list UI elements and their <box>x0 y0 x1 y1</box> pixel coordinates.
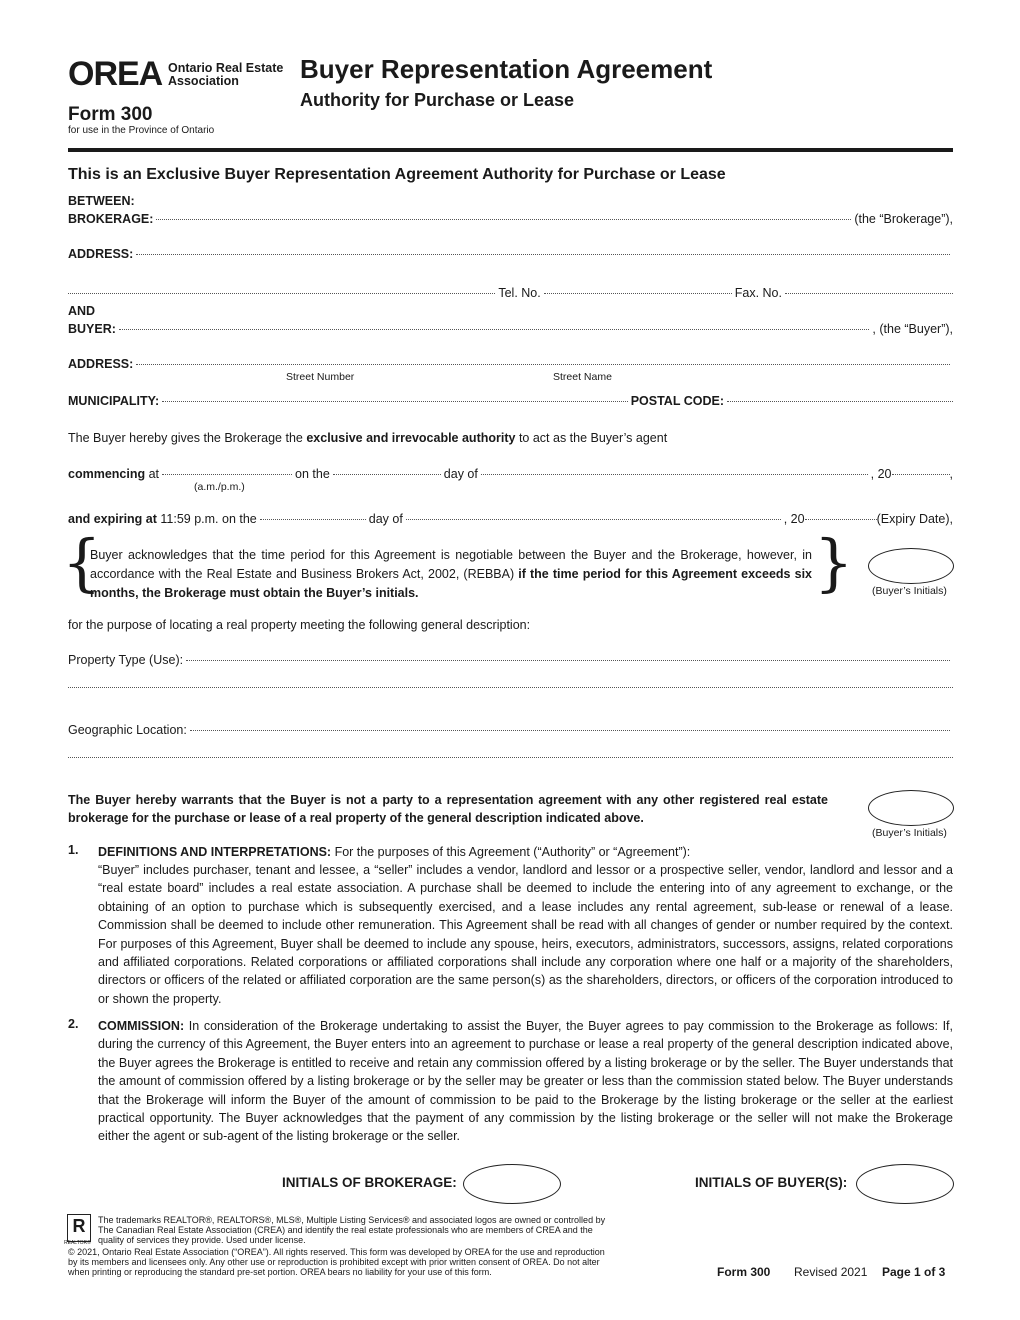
expiry-day-field[interactable] <box>260 519 366 520</box>
municipality-field[interactable] <box>162 401 628 402</box>
street-number-hint: Street Number <box>286 371 355 383</box>
section-2-text: In consideration of the Brokerage undertaking to assist the Buyer, the Buyer agrees to pay commission to the Brokerage as follows: If, during the currency of this Agreement, the Buyer enters into an agreement to purchase or lease a real property of the general description indicated above, the Buyer agrees the Brokerage is entitled to receive and retain any commission offered by a listing brokerage or by the seller. The Buyer understands that the amount of commission offered by a listing brokerage or by the seller may be greater or less than the commission stated below. The Buyer understands that the Brokerage will inform the Buyer of the amount of commission to be paid to the Brokerage by the listing brokerage or the seller at the earliest practical opportunity. The Buyer acknowledges that the payment of any commission by the listing brokerage or the seller will not make the Brokerage either the agent or sub-agent of the listing brokerage or the seller. <box>98 1019 953 1144</box>
buyer-initials-caption-2: (Buyer’s Initials) <box>872 827 947 839</box>
agreement-headline: This is an Exclusive Buyer Representation Agreement Authority for Purchase or Lease <box>68 166 726 183</box>
buyer-address-field[interactable] <box>136 364 950 365</box>
property-type-line2 <box>68 690 953 691</box>
trademark-notice <box>98 1215 605 1245</box>
buyer-field[interactable] <box>119 329 870 330</box>
commencing-time-field[interactable] <box>162 474 292 475</box>
time-period-note-bold: if the time period for this Agreement exceeds six months, the Brokerage must obtain the Buyer’s initials. <box>90 567 812 600</box>
org-name-line1: Ontario Real Estate <box>168 61 284 75</box>
time-period-note-text: Buyer acknowledges that the time period for this Agreement is negotiable between the Buyer and the Brokerage, however, in accordance with the Real Estate and Business Brokers Act, 2002, (REBBA) <box>90 548 812 581</box>
header-rule <box>68 148 953 152</box>
year-suffix: , <box>949 467 953 481</box>
copyright-line-2: by its members and licensees only. Any other use or reproduction is prohibited except with prior written consent of OREA. Do not alter <box>68 1257 600 1267</box>
trademark-line-1: The trademarks REALTOR®, REALTORS®, MLS®, Multiple Listing Services® and associated logos are owned or controlled by <box>98 1215 606 1225</box>
expiry-year-field[interactable] <box>805 519 877 520</box>
section-2-body <box>98 1017 953 1146</box>
authority-intro-end: to act as the Buyer’s agent <box>515 431 668 445</box>
buyer-row <box>68 322 953 336</box>
expiry-time: 11:59 p.m. on the <box>160 512 257 526</box>
initials-brokerage-oval[interactable] <box>463 1164 561 1204</box>
location-field-2[interactable] <box>68 757 953 758</box>
right-brace: } <box>814 526 854 599</box>
realtor-mark: R <box>72 1216 86 1236</box>
commencing-day-field[interactable] <box>333 474 441 475</box>
realtor-caption: REALTOR® <box>64 1240 91 1246</box>
municipality-row <box>68 394 953 408</box>
property-type-label: Property Type (Use): <box>68 653 184 667</box>
section-1-body: “Buyer” includes purchaser, tenant and lessee, a “seller” includes a vendor, landlord and lessor or a prospective seller, vendor, landlord and lessor and a “real estate board” includes a real estate association. A purchase shall be deemed to include the entering into of any agreement to exchange, or the obtaining of an option to purchase which is subsequently exercised, and a lease includes any rental agreement, sub-lease or renewal of a lease. Commission shall be deemed to include other remuneration. This Agreement shall be read with all changes of gender or number required by the context. For purposes of this Agreement, Buyer shall be deemed to include any spouse, heirs, executors, administrators, successors, assigns, related corporations and affiliated corporations. Related corporations or affiliated corporations shall include any corporation where one half or a majority of the shareholders, directors or officers of the related or affiliated corporation are the same person(s) as the shareholders, directors, or officers of the corporation introduced to or shown the property. <box>98 863 953 1006</box>
section-1-number: 1. <box>68 843 79 857</box>
and-label: AND <box>68 304 96 318</box>
orea-logo: OREA <box>68 55 163 93</box>
municipality-label: MUNICIPALITY: <box>68 394 160 408</box>
copyright-line-3: when printing or reproducing the standard pre-set portion. OREA bears no liability for your use of this form. <box>68 1267 492 1277</box>
purpose-text: for the purpose of locating a real property meeting the following general description: <box>68 618 531 632</box>
initials-brokerage-label: INITIALS OF BROKERAGE: <box>282 1175 457 1190</box>
warranty-text: The Buyer hereby warrants that the Buyer is not a party to a representation agreement with any other registered real estate brokerage for the purchase or lease of a real property of the general description indicated above. <box>68 793 828 825</box>
location-field[interactable] <box>190 730 950 731</box>
expiry-date-label: (Expiry Date), <box>876 512 953 526</box>
authority-intro <box>68 431 667 445</box>
at-label: at <box>148 467 160 481</box>
expiry-month-field[interactable] <box>406 519 781 520</box>
property-type-field-2[interactable] <box>68 687 953 688</box>
brokerage-address-line2-field[interactable] <box>68 293 495 294</box>
left-brace: { <box>62 526 102 599</box>
brokerage-address-field[interactable] <box>136 254 950 255</box>
fax-label: Fax. No. <box>734 286 782 300</box>
property-type-field[interactable] <box>186 660 950 661</box>
location-line2 <box>68 760 953 761</box>
footer-form-number: Form 300 <box>717 1265 771 1279</box>
commencing-month-field[interactable] <box>481 474 868 475</box>
time-period-note <box>90 546 812 603</box>
initials-buyer-label: INITIALS OF BUYER(S): <box>695 1175 848 1190</box>
section-1-intro-text: For the purposes of this Agreement (“Authority” or “Agreement”): <box>331 845 691 859</box>
postal-code-field[interactable] <box>727 401 953 402</box>
authority-intro-text: The Buyer hereby gives the Brokerage the <box>68 431 307 445</box>
brokerage-row <box>68 212 953 226</box>
tel-label: Tel. No. <box>498 286 541 300</box>
section-1-intro <box>98 843 953 861</box>
page-subtitle: Authority for Purchase or Lease <box>300 90 575 110</box>
page-title: Buyer Representation Agreement <box>300 54 713 84</box>
location-label: Geographic Location: <box>68 723 187 737</box>
expiring-row <box>68 512 953 526</box>
phone-row <box>68 286 953 300</box>
copyright-line-1: © 2021, Ontario Real Estate Association (“OREA”). All rights reserved. This form was developed by OREA for the use and reproduction <box>68 1247 605 1257</box>
brokerage-label: BROKERAGE: <box>68 212 154 226</box>
expiring-label: and expiring at <box>68 512 157 526</box>
section-1-heading: DEFINITIONS AND INTERPRETATIONS: <box>98 845 332 859</box>
buyer-suffix: , (the “Buyer”), <box>872 322 953 336</box>
section-2-heading: COMMISSION: <box>98 1019 185 1033</box>
buyer-address-label: ADDRESS: <box>68 357 134 371</box>
day-of-label: day of <box>443 467 478 481</box>
buyer-address-row <box>68 357 953 371</box>
brokerage-address-row <box>68 247 953 261</box>
form-number: Form 300 <box>68 104 153 125</box>
expiry-day-of-label: day of <box>368 512 403 526</box>
org-name <box>168 62 283 88</box>
expiry-year-prefix: , 20 <box>783 512 805 526</box>
fax-field[interactable] <box>785 293 953 294</box>
location-row <box>68 723 953 737</box>
copyright-notice <box>68 1247 605 1277</box>
trademark-line-3: quality of services they provide. Used under license. <box>98 1235 306 1245</box>
buyer-label: BUYER: <box>68 322 116 336</box>
trademark-line-2: The Canadian Real Estate Association (CREA) and identify the real estate professionals who are members of CREA and the <box>98 1225 593 1235</box>
tel-field[interactable] <box>544 293 732 294</box>
authority-intro-bold: exclusive and irrevocable authority <box>306 431 516 445</box>
form-use-note: for use in the Province of Ontario <box>68 125 215 136</box>
org-name-line2: Association <box>168 74 239 88</box>
buyer-initials-caption-1: (Buyer’s Initials) <box>872 585 947 597</box>
ampm-hint: (a.m./p.m.) <box>194 481 245 493</box>
between-label: BETWEEN: <box>68 194 135 208</box>
year-prefix: , 20 <box>870 467 892 481</box>
brokerage-field[interactable] <box>156 219 851 220</box>
on-the-label: on the <box>295 467 330 481</box>
page-number: Page 1 of 3 <box>882 1265 946 1279</box>
initials-buyer-oval[interactable] <box>856 1164 954 1204</box>
buyer-initials-oval-1[interactable] <box>868 548 954 584</box>
commencing-row <box>68 467 953 481</box>
commencing-year-field[interactable] <box>892 474 950 475</box>
brokerage-address-label: ADDRESS: <box>68 247 134 261</box>
street-name-hint: Street Name <box>553 371 612 383</box>
property-type-row <box>68 653 953 667</box>
buyer-initials-oval-2[interactable] <box>868 790 954 826</box>
postal-code-label: POSTAL CODE: <box>630 394 724 408</box>
brokerage-suffix: (the “Brokerage”), <box>854 212 953 226</box>
commencing-label: commencing <box>68 467 146 481</box>
section-2-number: 2. <box>68 1017 79 1031</box>
footer-revised: Revised 2021 <box>794 1265 868 1279</box>
